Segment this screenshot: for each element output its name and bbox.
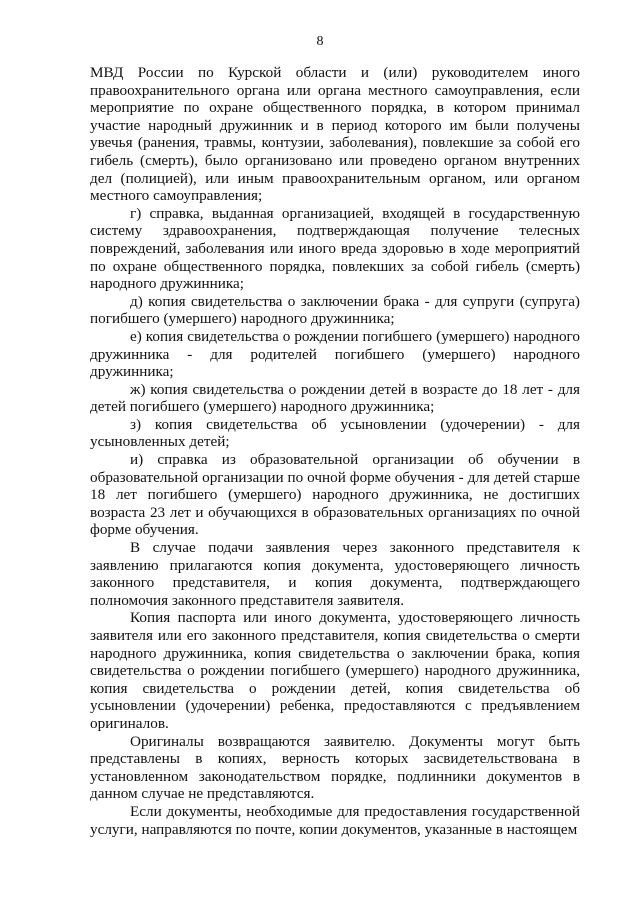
paragraph-originals: Оригиналы возвращаются заявителю. Документы могут быть представлены в копиях, верность которых засвидетельствована в установленном законодательством порядке, подлинники документов в данном случае не представляются. xyxy=(90,732,580,803)
paragraph-mail: Если документы, необходимые для предоставления государственной услуги, направляются по почте, копии документов, указанные в настоящем xyxy=(90,802,580,838)
document-body xyxy=(90,64,580,838)
paragraph-item-zh: ж) копия свидетельства о рождении детей в возрасте до 18 лет - для детей погибшего (умершего) народного дружинника; xyxy=(90,380,580,416)
paragraph-copies: Копия паспорта или иного документа, удостоверяющего личность заявителя или его законного представителя, копия свидетельства о смерти народного дружинника, копия свидетельства о заключении брака, копия свидетельства о рождении погибшего (умершего) народного дружинника, копия свидетельства о рождении детей, копия свидетельства об усыновлении (удочерении) ребенка, предоставляются с предъявлением оригиналов. xyxy=(90,609,580,732)
paragraph-legal-representative: В случае подачи заявления через законного представителя к заявлению прилагаются копия документа, удостоверяющего личность законного представителя, и копия документа, подтверждающего полномочия законного представителя заявителя. xyxy=(90,539,580,609)
paragraph-item-e: е) копия свидетельства о рождении погибшего (умершего) народного дружинника - для родителей погибшего (умершего) народного дружинника; xyxy=(90,327,580,381)
page-number: 8 xyxy=(316,34,324,49)
paragraph-item-g: г) справка, выданная организацией, входящей в государственную систему здравоохранения, подтверждающая получение телесных повреждений, заболевания или иного вреда здоровью в ходе мероприятий по охране общественного порядка, повлекших за собой гибель (смерть) народного дружинника; xyxy=(90,204,580,293)
paragraph-continuation: МВД России по Курской области и (или) руководителем иного правоохранительного органа или органа местного самоуправления, если мероприятие по охране общественного порядка, в котором принимал участие народный дружинник и в период которого им были получены увечья (ранения, травмы, контузии, заболевания), повлекшие за собой его гибель (смерть), было организовано или проведено органом внутренних дел (полицией), или иным правоохранительным органом, или органом местного самоуправления; xyxy=(90,64,580,205)
paragraph-item-i: и) справка из образовательной организации об обучении в образовательной организации по очной форме обучения - для детей старше 18 лет погибшего (умершего) народного дружинника, не достигших возраста 23 лет и обучающихся в образовательных организациях по очной форме обучения. xyxy=(90,451,580,539)
paragraph-item-d: д) копия свидетельства о заключении брака - для супруги (супруга) погибшего (умершего) народного дружинника; xyxy=(90,292,580,328)
paragraph-item-z: з) копия свидетельства об усыновлении (удочерении) - для усыновленных детей; xyxy=(90,415,580,451)
